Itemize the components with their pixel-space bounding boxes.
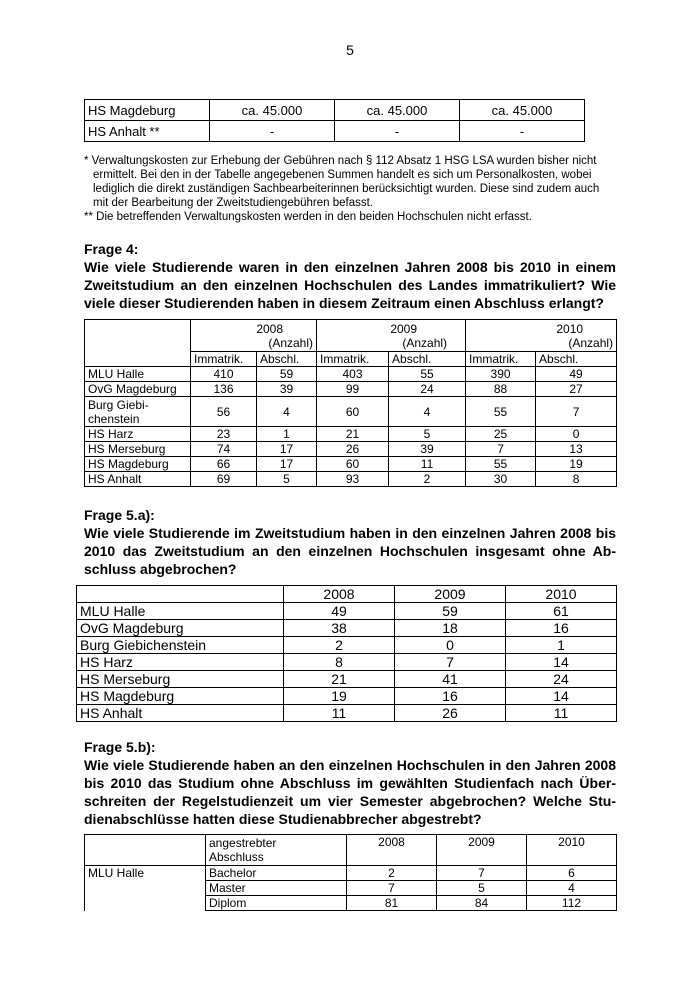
question-4	[84, 240, 616, 312]
footnotes: * Verwaltungskosten zur Erhebung der Gebühren nach § 112 Absatz 1 HSG LSA wurden bisher nicht ermittelt. Bei den in der Tabelle angegebenen Summen handelt es sich um Personalkosten, wobei lediglich die direkt zuständigen Sachbearbeiterinnen berücksichtigt wurden. Diese sind zudem auch mit der Bearbeitung der Zweitstudiengebühren befasst. ** Die betreffenden Verwaltungskosten werden in den beiden Hochschulen nicht erfasst.	[84, 154, 624, 224]
table-row: HS Magdeburg 19 16 14	[77, 688, 617, 705]
year-header: 2010	[527, 835, 617, 866]
question-text: Wie viele Studierende waren in den einzelnen Jahren 2008 bis 2010 in einem Zweitstudium an den einzelnen Hochschulen des Landes immatrikuliert? Wie viele dieser Studierenden haben in diesem Zeitraum einen Abschluss erlangt?	[84, 259, 616, 311]
table-row	[85, 121, 585, 142]
table-header-row	[77, 586, 617, 603]
subheader-cell: Abschl.	[536, 352, 617, 367]
page-number: 5	[346, 42, 354, 58]
degree-dropout-table	[84, 834, 617, 911]
cost-cell: -	[210, 121, 335, 142]
subheader-cell: Abschl.	[257, 352, 317, 367]
table-row: HS Merseburg 74 17 26 39 7 13	[85, 442, 617, 457]
table-row: HS Anhalt 69 5 93 2 30 8	[85, 472, 617, 487]
table-row: OvG Magdeburg 38 18 16	[77, 620, 617, 637]
dropout-table	[76, 585, 617, 722]
table-header-row	[85, 320, 617, 352]
subheader-cell: Abschl.	[389, 352, 466, 367]
table-row: Burg Giebichenstein 2 0 1	[77, 637, 617, 654]
table-row: Diplom 81 84 112	[85, 896, 617, 911]
table-row: OvG Magdeburg 136 39 99 24 88 27	[85, 382, 617, 397]
subheader-cell: Immatrik.	[466, 352, 536, 367]
table-row: Master 7 5 4	[85, 881, 617, 896]
institution-cell: MLU Halle	[85, 866, 206, 881]
table-row: HS Harz 8 7 14	[77, 654, 617, 671]
year-header: 2009	[437, 835, 527, 866]
table-row: HS Merseburg 21 41 24	[77, 671, 617, 688]
table-row: MLU Halle 49 59 61	[77, 603, 617, 620]
institution-cell: HS Anhalt **	[85, 121, 210, 142]
year-header: 2008 (Anzahl)	[191, 320, 317, 352]
table-row: HS Harz 23 1 21 5 25 0	[85, 427, 617, 442]
year-header: 2010	[506, 586, 617, 603]
table-row: MLU Halle Bachelor 2 7 6	[85, 866, 617, 881]
degree-header: angestrebter Abschluss	[206, 835, 347, 866]
cost-cell: -	[335, 121, 460, 142]
institution-cell: HS Magdeburg	[85, 100, 210, 121]
cost-cell: ca. 45.000	[210, 100, 335, 121]
question-text: Wie viele Studierende haben an den einzelnen Hochschulen in den Jahren 2008 bis 2010 das Studium ohne Abschluss im gewählten Studienfach nach Über-schreiten der Regelstudienzeit um vier Semester abgebrochen? Welche Stu-dienabschlüsse hatten diese Studienabbrecher abgestrebt?	[84, 757, 616, 827]
question-5a	[84, 506, 616, 578]
question-5b	[84, 738, 616, 828]
table-row	[85, 100, 585, 121]
table-row: HS Magdeburg 66 17 60 11 55 19	[85, 457, 617, 472]
table-row: Burg Giebi- chenstein 56 4 60 4 55 7	[85, 397, 617, 427]
footnote-1: * Verwaltungskosten zur Erhebung der Gebühren nach § 112 Absatz 1 HSG LSA wurden bisher nicht	[84, 155, 597, 167]
question-text: Wie viele Studierende im Zweitstudium haben in den einzelnen Jahren 2008 bis 2010 das Zweitstudium an den einzelnen Hochschulen insgesamt ohne Ab-schluss abgebrochen?	[84, 525, 616, 577]
table-header-row	[85, 835, 617, 866]
cost-cell: ca. 45.000	[335, 100, 460, 121]
subheader-cell: Immatrik.	[317, 352, 389, 367]
enrollment-table	[84, 319, 617, 487]
table-row: MLU Halle 410 59 403 55 390 49	[85, 367, 617, 382]
question-label: Frage 5.a):	[84, 507, 155, 523]
year-header: 2010 (Anzahl)	[466, 320, 617, 352]
question-label: Frage 4:	[84, 241, 139, 257]
year-header: 2008	[284, 586, 395, 603]
year-header: 2008	[347, 835, 437, 866]
subheader-cell: Immatrik.	[191, 352, 257, 367]
year-header: 2009 (Anzahl)	[317, 320, 466, 352]
cost-cell: ca. 45.000	[460, 100, 585, 121]
footnote-2: ** Die betreffenden Verwaltungskosten werden in den beiden Hochschulen nicht erfasst.	[84, 211, 532, 223]
cost-table	[84, 99, 585, 142]
question-label: Frage 5.b):	[84, 739, 156, 755]
table-row: HS Anhalt 11 26 11	[77, 705, 617, 722]
cost-cell: -	[460, 121, 585, 142]
year-header: 2009	[395, 586, 506, 603]
